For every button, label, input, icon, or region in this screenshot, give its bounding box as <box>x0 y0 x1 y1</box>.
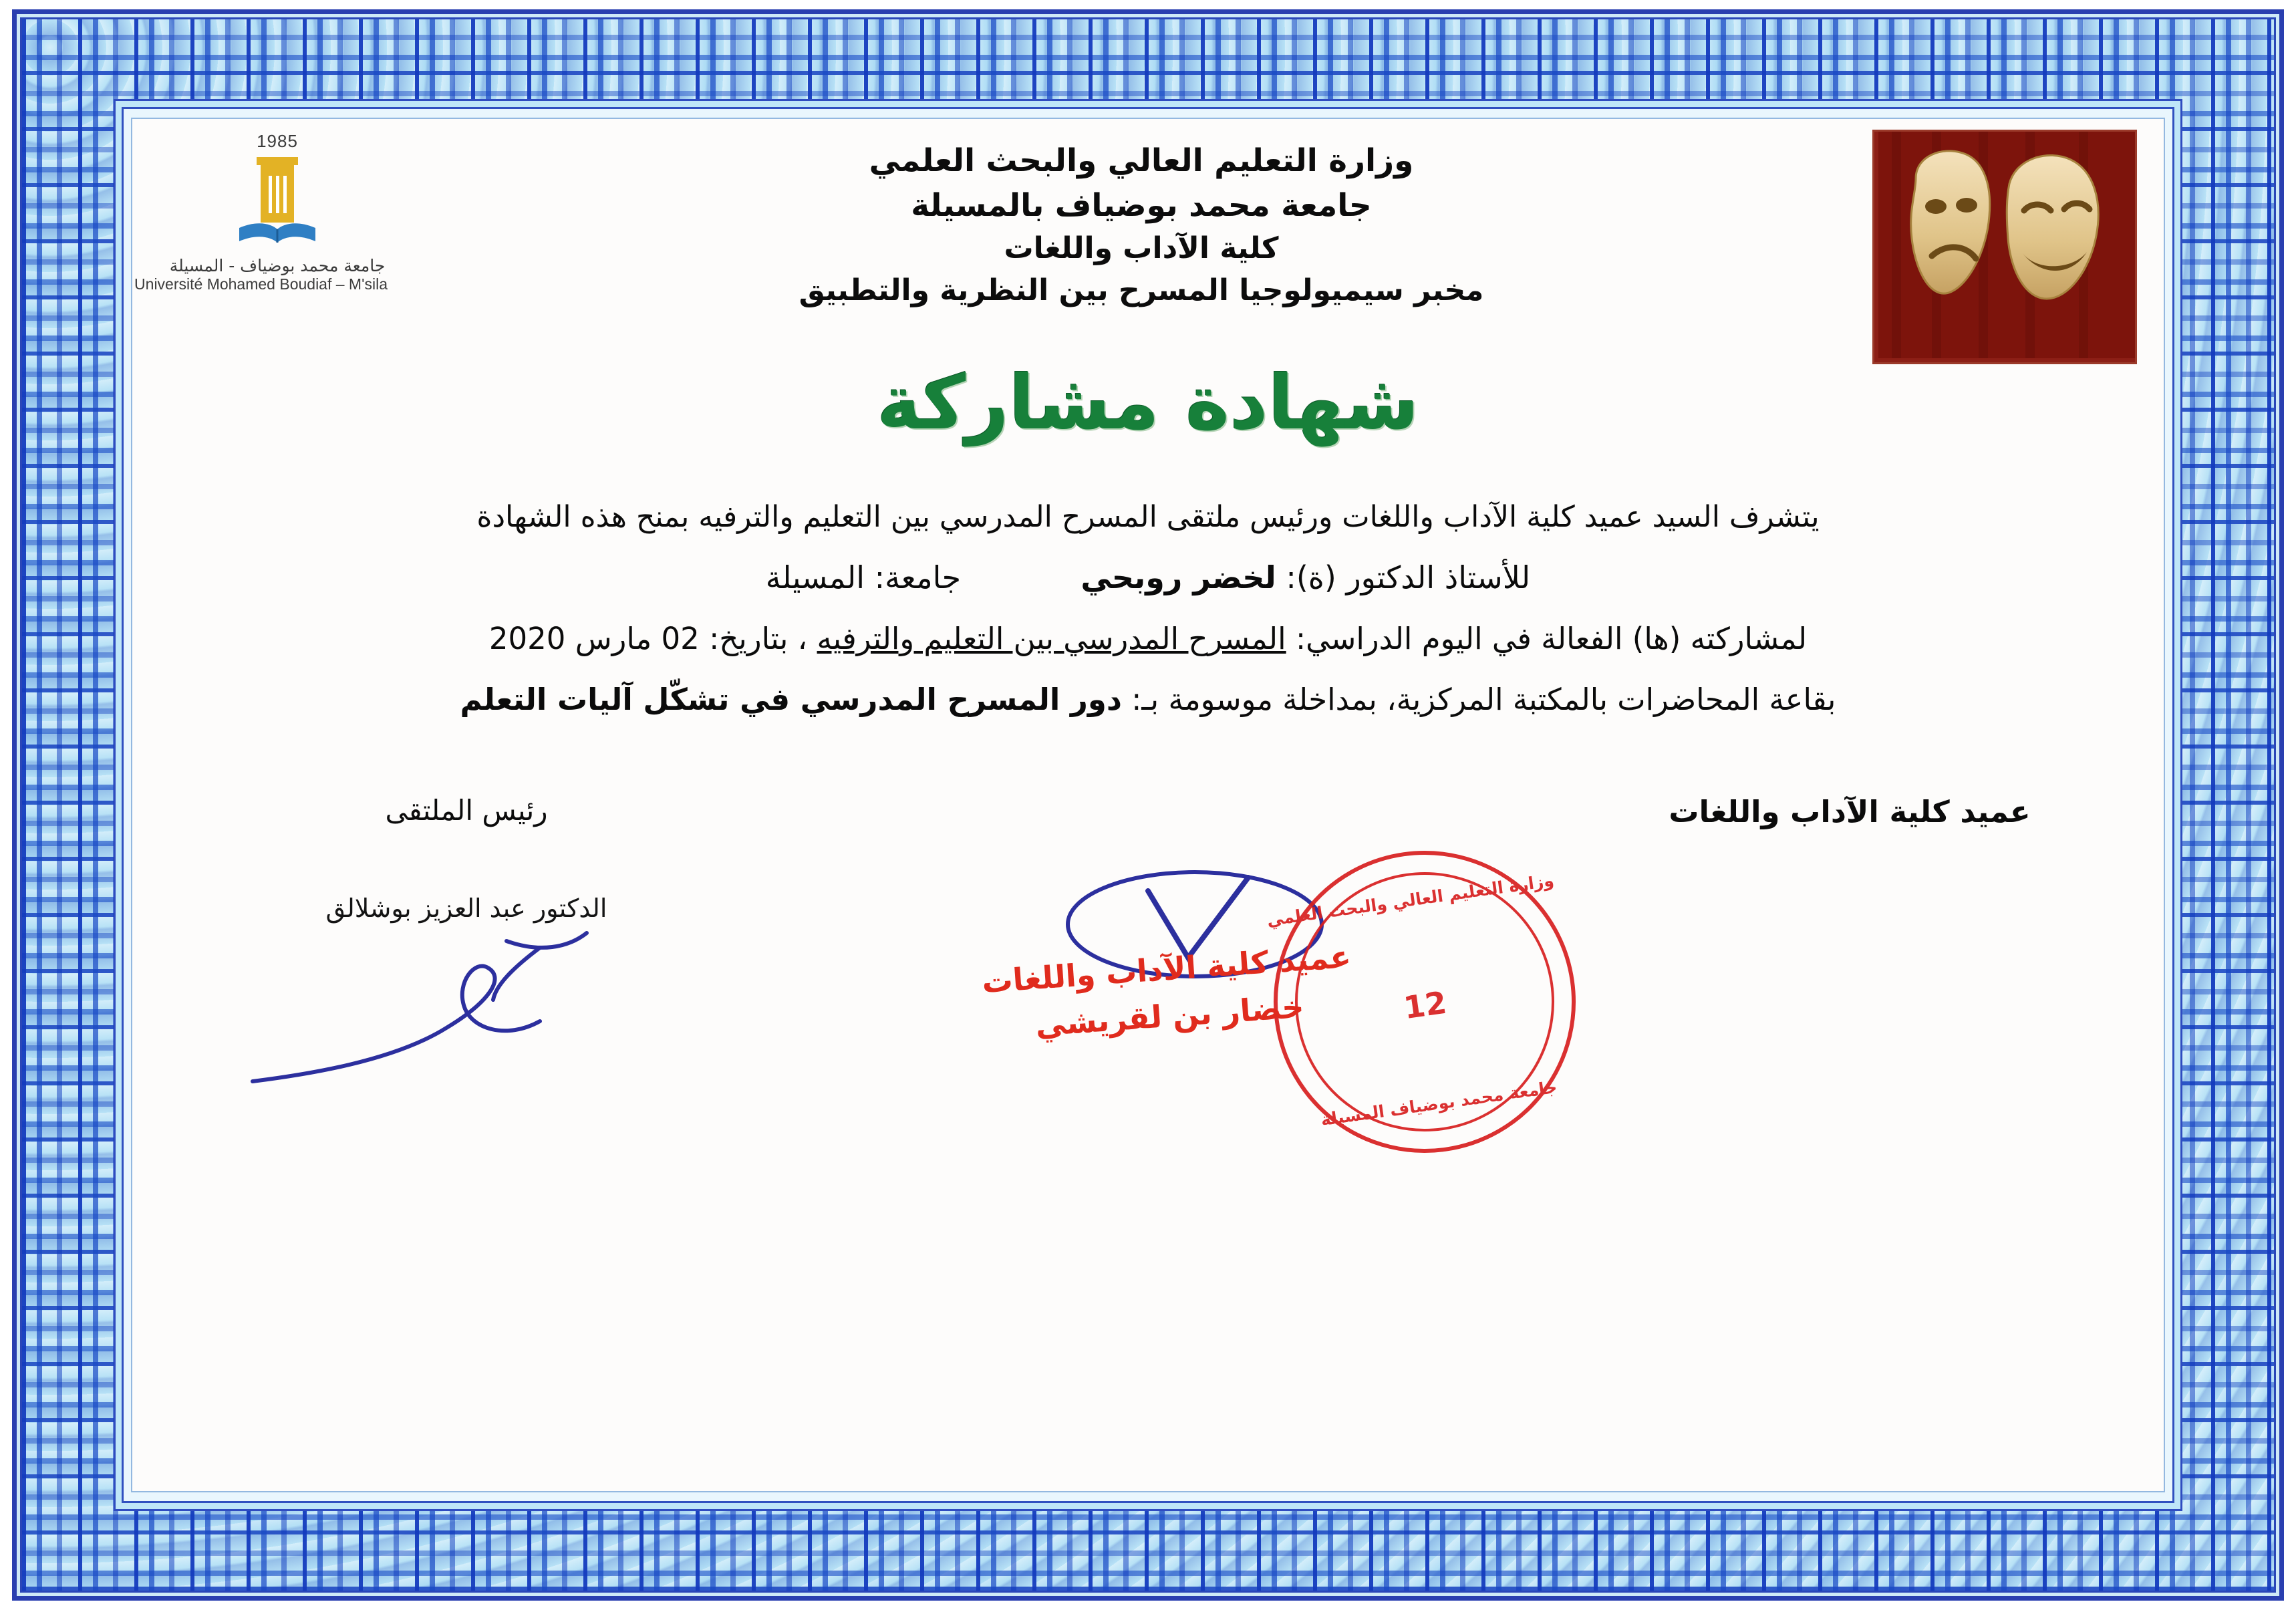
certificate-header <box>420 139 1863 311</box>
body-line-intro: يتشرف السيد عميد كلية الآداب واللغات ورئيس ملتقى المسرح المدرسي بين التعليم والترفيه بمنح هذه الشهادة <box>476 500 1820 534</box>
header-university: جامعة محمد بوضياف بالمسيلة <box>911 186 1372 224</box>
university-logo-block <box>134 131 388 293</box>
signature-dean <box>1596 794 2104 829</box>
event-date: ، بتاريخ: 02 مارس 2020 <box>488 620 808 656</box>
recipient-affiliation: جامعة: المسيلة <box>765 559 962 596</box>
venue-text: بقاعة المحاضرات بالمكتبة المركزية، بمداخلة موسومة بـ: <box>1131 681 1836 717</box>
recipient-prefix: للأستاذ الدكتور (ة): <box>1286 559 1531 596</box>
certificate-content <box>132 119 2164 1491</box>
stamp-ring-bottom-text: جامعة محمد بوضياف المسيلة <box>1319 1077 1558 1130</box>
signature-chair-name: الدكتور عبد العزيز بوشلالق <box>325 894 607 923</box>
paper-title: دور المسرح المدرسي في تشكّل آليات التعلم <box>460 681 1122 717</box>
signature-dean-label: عميد كلية الآداب واللغات <box>1669 794 2031 829</box>
recipient-name: لخضر روبحي <box>1081 559 1276 596</box>
body-line-event <box>171 615 2125 664</box>
logo-caption-arabic: جامعة محمد بوضياف - المسيلة <box>169 256 386 275</box>
body-line-recipient <box>171 553 2125 603</box>
header-ministry: وزارة التعليم العالي والبحث العلمي <box>869 142 1414 179</box>
stamp-ring-top-text: وزارة التعليم العالي والبحث العلمي <box>1266 870 1556 930</box>
logo-year: 1985 <box>257 131 298 151</box>
certificate-title: شهادة مشاركة <box>877 360 1419 446</box>
dean-stamp-line-2: خضار بن لقريشي <box>1034 988 1306 1043</box>
body-line-venue <box>171 676 2125 724</box>
signature-chair <box>212 794 720 923</box>
header-faculty: كلية الآداب واللغات <box>1004 231 1279 266</box>
event-topic: المسرح المدرسي بين التعليم والترفيه <box>817 620 1286 656</box>
stamp-number: 12 <box>1401 984 1449 1027</box>
signature-chair-label: رئيس الملتقى <box>385 794 548 827</box>
theatre-masks-image <box>1872 130 2137 364</box>
certificate-paper <box>131 118 2165 1492</box>
certificate-body <box>171 493 2125 736</box>
header-laboratory: مخبر سيميولوجيا المسرح بين النظرية والتطبيق <box>799 273 1484 307</box>
logo-caption-french: Université Mohamed Boudiaf – M'sila <box>134 275 388 293</box>
event-prefix: لمشاركته (ها) الفعالة في اليوم الدراسي: <box>1295 620 1808 656</box>
university-logo-icon <box>234 153 321 253</box>
handwritten-signature-chair <box>226 921 627 1121</box>
dean-stamp-line-1: عميد كلية الآداب واللغات <box>980 938 1352 1000</box>
